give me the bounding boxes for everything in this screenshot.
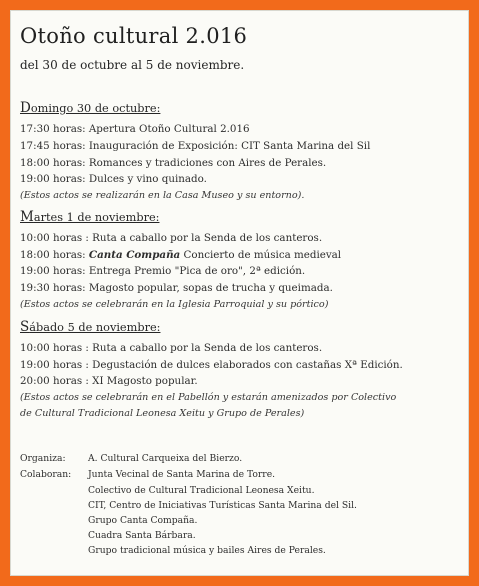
organiza-value: A. Cultural Carqueixa del Bierzo. xyxy=(88,453,243,464)
collaborator-item: Junta Vecinal de Santa Marina de Torre. xyxy=(88,469,276,480)
schedule-time: 18:00 horas: xyxy=(20,249,89,261)
event-highlight: Canta Compaña xyxy=(88,249,181,261)
schedule-line: 19:00 horas : Degustación de dulces elaborados con castañas Xª Edición. xyxy=(20,359,403,371)
schedule-line: 18:00 horas: Romances y tradiciones con Aires de Perales. xyxy=(20,157,327,169)
schedule-line: 19:30 horas: Magosto popular, sopas de trucha y queimada. xyxy=(20,282,333,294)
venue-note: (Estos actos se celebrarán en la Iglesia Parroquial y su pórtico) xyxy=(20,299,329,310)
section-heading-initial: S xyxy=(20,319,30,335)
schedule-line: 20:00 horas : XI Magosto popular. xyxy=(20,375,198,387)
section-heading-text: omingo 30 de octubre: xyxy=(30,102,161,115)
collaborator-item: Colectivo de Cultural Tradicional Leonesa Xeitu. xyxy=(88,485,315,496)
collaborator-item: CIT, Centro de Iniciativas Turísticas Santa Marina del Sil. xyxy=(88,500,357,511)
section-heading-sabado xyxy=(20,319,160,335)
schedule-line xyxy=(20,249,341,261)
section-heading-initial: D xyxy=(20,100,31,116)
date-range: del 30 de octubre al 5 de noviembre. xyxy=(20,58,245,72)
venue-note: (Estos actos se celebrarán en el Pabellón y estarán amenizados por Colectivo xyxy=(20,392,397,403)
collaborator-item: Cuadra Santa Bárbara. xyxy=(88,530,196,541)
section-heading-martes xyxy=(20,209,159,225)
schedule-line: 17:45 horas: Inauguración de Exposición: CIT Santa Marina del Sil xyxy=(20,140,371,152)
section-heading-text: artes 1 de noviembre: xyxy=(33,211,160,224)
colaboran-label: Colaboran: xyxy=(20,469,72,480)
section-heading-initial: M xyxy=(20,209,34,225)
section-heading-domingo xyxy=(20,100,160,116)
schedule-event: Concierto de música medieval xyxy=(180,249,342,261)
schedule-line: 19:00 horas: Dulces y vino quinado. xyxy=(20,173,207,185)
collaborator-item: Grupo Canta Compaña. xyxy=(88,515,198,526)
collaborator-item: Grupo tradicional música y bailes Aires de Perales. xyxy=(88,545,326,556)
section-heading-text: ábado 5 de noviembre: xyxy=(29,321,161,334)
venue-note: (Estos actos se realizarán en la Casa Museo y su entorno). xyxy=(20,190,305,201)
venue-note: de Cultural Tradicional Leonesa Xeitu y Grupo de Perales) xyxy=(20,408,305,419)
schedule-line: 19:00 horas: Entrega Premio "Pica de oro", 2ª edición. xyxy=(20,265,306,277)
page-title: Otoño cultural 2.016 xyxy=(20,24,248,48)
schedule-line: 10:00 horas : Ruta a caballo por la Senda de los canteros. xyxy=(20,232,323,244)
organiza-label: Organiza: xyxy=(20,453,66,464)
schedule-line: 17:30 horas: Apertura Otoño Cultural 2.016 xyxy=(20,123,250,135)
schedule-line: 10:00 horas : Ruta a caballo por la Senda de los canteros. xyxy=(20,342,323,354)
program-sheet xyxy=(10,10,469,576)
